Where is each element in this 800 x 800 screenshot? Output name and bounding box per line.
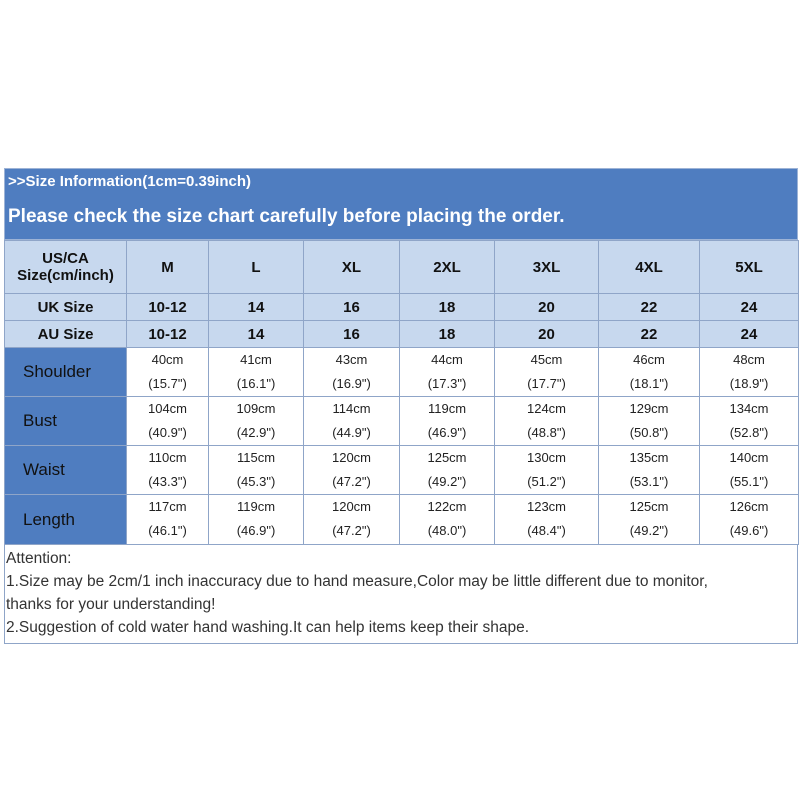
attention-line: thanks for your understanding! (6, 596, 216, 613)
size-table (4, 240, 799, 545)
us-ca-label: US/CA Size(cm/inch) (5, 241, 127, 294)
measure-cell: 110cm (43.3") (127, 446, 209, 495)
au-size-cell: 24 (700, 321, 799, 348)
au-size-label: AU Size (5, 321, 127, 348)
uk-size-cell: 18 (400, 294, 495, 321)
measure-cell: 129cm (50.8") (599, 397, 700, 446)
us-size-cell: 4XL (599, 241, 700, 294)
measure-cell: 120cm (47.2") (304, 495, 400, 545)
measure-cell: 43cm (16.9") (304, 348, 400, 397)
au-size-cell: 16 (304, 321, 400, 348)
measure-cell: 109cm (42.9") (209, 397, 304, 446)
us-size-cell: 5XL (700, 241, 799, 294)
measure-cell: 134cm (52.8") (700, 397, 799, 446)
us-size-cell: M (127, 241, 209, 294)
us-size-cell: 3XL (495, 241, 599, 294)
us-ca-row (5, 241, 799, 294)
us-size-cell: L (209, 241, 304, 294)
measure-cell: 119cm (46.9") (209, 495, 304, 545)
measure-cell: 135cm (53.1") (599, 446, 700, 495)
au-size-cell: 10-12 (127, 321, 209, 348)
shoulder-row (5, 348, 799, 397)
measure-cell: 120cm (47.2") (304, 446, 400, 495)
measure-cell: 124cm (48.8") (495, 397, 599, 446)
au-size-cell: 18 (400, 321, 495, 348)
measure-cell: 125cm (49.2") (599, 495, 700, 545)
us-size-cell: XL (304, 241, 400, 294)
waist-row (5, 446, 799, 495)
attention-line: 2.Suggestion of cold water hand washing.It can help items keep their shape. (6, 619, 530, 636)
attention-line: 1.Size may be 2cm/1 inch inaccuracy due to hand measure,Color may be little different due to monitor, (6, 573, 708, 590)
waist-label: Waist (5, 446, 127, 495)
size-chart (4, 168, 798, 644)
shoulder-label: Shoulder (5, 348, 127, 397)
measure-cell: 48cm (18.9") (700, 348, 799, 397)
uk-size-label: UK Size (5, 294, 127, 321)
measure-cell: 130cm (51.2") (495, 446, 599, 495)
au-size-row (5, 321, 799, 348)
uk-size-cell: 22 (599, 294, 700, 321)
uk-size-row (5, 294, 799, 321)
measure-cell: 46cm (18.1") (599, 348, 700, 397)
order-notice: Please check the size chart carefully before placing the order. (4, 194, 798, 240)
measure-cell: 45cm (17.7") (495, 348, 599, 397)
uk-size-cell: 20 (495, 294, 599, 321)
measure-cell: 44cm (17.3") (400, 348, 495, 397)
uk-size-cell: 24 (700, 294, 799, 321)
measure-cell: 126cm (49.6") (700, 495, 799, 545)
measure-cell: 115cm (45.3") (209, 446, 304, 495)
length-label: Length (5, 495, 127, 545)
measure-cell: 114cm (44.9") (304, 397, 400, 446)
au-size-cell: 14 (209, 321, 304, 348)
uk-size-cell: 10-12 (127, 294, 209, 321)
au-size-cell: 22 (599, 321, 700, 348)
au-size-cell: 20 (495, 321, 599, 348)
us-size-cell: 2XL (400, 241, 495, 294)
measure-cell: 125cm (49.2") (400, 446, 495, 495)
measure-cell: 104cm (40.9") (127, 397, 209, 446)
measure-cell: 40cm (15.7") (127, 348, 209, 397)
bust-row (5, 397, 799, 446)
length-row (5, 495, 799, 545)
attention-notes (4, 545, 798, 644)
measure-cell: 140cm (55.1") (700, 446, 799, 495)
measure-cell: 41cm (16.1") (209, 348, 304, 397)
measure-cell: 122cm (48.0") (400, 495, 495, 545)
bust-label: Bust (5, 397, 127, 446)
measure-cell: 119cm (46.9") (400, 397, 495, 446)
attention-title: Attention: (6, 550, 72, 567)
measure-cell: 123cm (48.4") (495, 495, 599, 545)
measure-cell: 117cm (46.1") (127, 495, 209, 545)
uk-size-cell: 16 (304, 294, 400, 321)
size-info-header: >>Size Information(1cm=0.39inch) (4, 168, 798, 194)
uk-size-cell: 14 (209, 294, 304, 321)
